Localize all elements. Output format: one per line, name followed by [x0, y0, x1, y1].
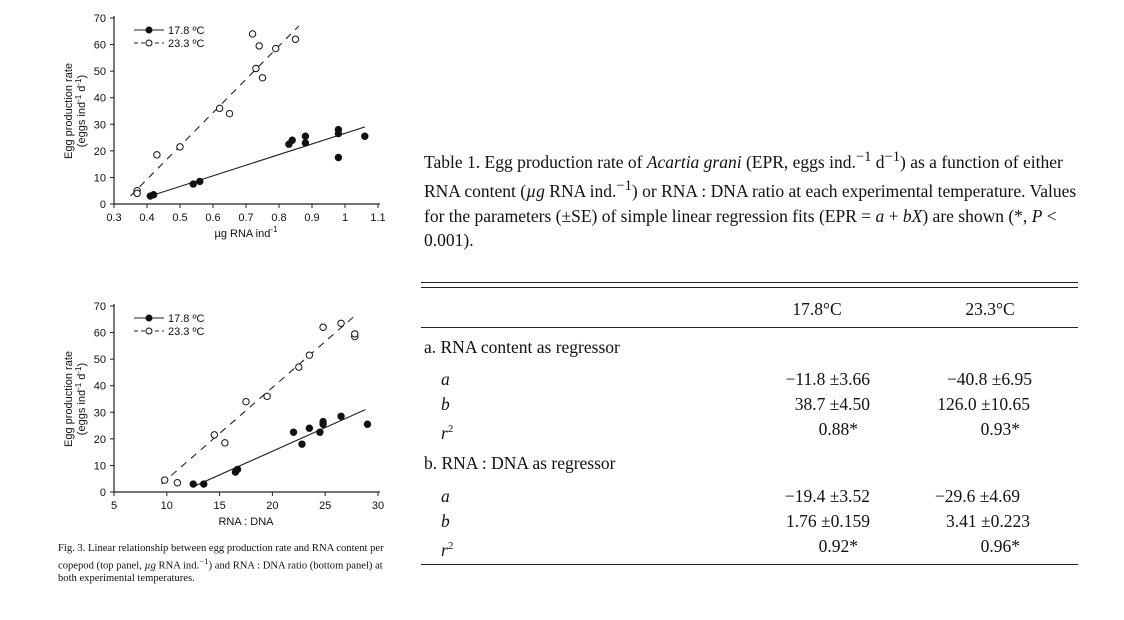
row-b-r2-sup: 2 [447, 540, 454, 552]
x-tick-label: 25 [319, 500, 332, 512]
row-a-23-3: −40.8 ±6.95 [946, 369, 1032, 389]
section-a-heading: a. RNA content as regressor [424, 337, 620, 357]
row-b-a-param-text: a [441, 486, 450, 506]
y-label-part: d [76, 85, 88, 95]
caption-text-2: RNA ind. [155, 560, 200, 572]
y-label-part: (eggs ind [76, 101, 88, 148]
table-title-text-a: Egg production rate of [480, 151, 647, 172]
data-point-open [352, 331, 358, 337]
table-title [424, 145, 1084, 253]
fit-line-solid [193, 410, 365, 487]
caption-text-3: ) and RNA : DNA ratio (bottom panel) at both experimental temperatures. [58, 560, 383, 584]
y-tick-label: 10 [93, 172, 106, 185]
table-title-mu: µg [526, 181, 545, 202]
table-title-text-c: d [871, 151, 885, 172]
data-point-open [243, 398, 249, 404]
y-label-sup: -1 [74, 94, 83, 102]
y-tick-label: 50 [93, 354, 106, 367]
row-r2-17-8: 0.88* [818, 419, 858, 439]
row-r2-param [441, 418, 453, 444]
y-tick-label: 50 [93, 66, 106, 79]
caption-mu: µg [144, 560, 156, 572]
y-axis-label-line1: Egg production rate [63, 62, 75, 160]
y-tick-label: 0 [99, 487, 106, 499]
x-tick-label: 20 [266, 500, 279, 512]
y-tick-label: 0 [99, 199, 106, 211]
data-point-open [174, 480, 180, 486]
table-title-text-d: ) as a function of either RNA content ( [424, 151, 1063, 202]
table-bottom-rule [421, 564, 1078, 565]
x-tick-label: 0.8 [271, 212, 287, 224]
y-tick-label: 20 [93, 433, 106, 446]
y-tick-label: 60 [93, 39, 106, 52]
table-title-sup-1: −1 [855, 149, 872, 165]
caption-label: Fig. 3. [58, 543, 86, 554]
row-b-b-23-3: 3.41 ±0.223 [946, 511, 1030, 531]
legend-marker [146, 328, 152, 334]
data-point-open [338, 320, 344, 326]
row-b-r2-param [441, 535, 453, 561]
table-title-sup-3: −1 [616, 178, 632, 195]
y-tick-label: 60 [93, 327, 106, 340]
caption-sup: −1 [199, 556, 209, 567]
legend-label: 23.3 ºC [168, 38, 205, 50]
data-point-filled [201, 481, 207, 487]
x-axis-label: RNA : DNA [218, 516, 274, 528]
data-point-open [222, 440, 228, 446]
legend-label: 17.8 ºC [168, 25, 205, 37]
row-r2-23-3: 0.93* [980, 419, 1020, 439]
bottom-scatter-chart [0, 0, 400, 540]
row-r2-sup: 2 [447, 423, 454, 435]
x-tick-label: 1.1 [370, 212, 386, 224]
y-label-part: ) [76, 362, 88, 367]
data-point-filled [234, 466, 240, 472]
table-title-a: a [875, 205, 885, 226]
y-tick-label: 40 [93, 380, 106, 393]
y-tick-label: 40 [93, 92, 106, 105]
table-title-text-b: (EPR, eggs ind. [741, 151, 856, 172]
row-b-r2-17-8: 0.92* [818, 536, 858, 556]
data-point-open [320, 324, 326, 330]
row-b-b-param [441, 510, 450, 532]
x-axis-label: µg RNA ind$^{-1}$ [214, 225, 278, 240]
data-point-open [306, 352, 312, 358]
x-tick-label: 0.4 [139, 212, 155, 224]
data-point-open [296, 364, 302, 370]
y-tick-label: 20 [93, 145, 106, 158]
data-point-filled [190, 481, 196, 487]
y-tick-label: 70 [93, 13, 106, 25]
data-point-filled [338, 413, 344, 419]
x-tick-label: 0.6 [205, 212, 221, 224]
row-b-a-17-8: −19.4 ±3.52 [784, 486, 870, 506]
table-title-bx: bX [902, 205, 923, 226]
legend-marker [146, 315, 152, 321]
y-tick-label: 10 [93, 460, 106, 473]
row-b-param-text: b [441, 394, 450, 414]
y-tick-label: 70 [93, 301, 106, 313]
x-tick-label: 0.3 [106, 212, 122, 224]
x-tick-label: 1 [341, 212, 349, 224]
data-point-filled [320, 421, 326, 427]
table-top-rule [421, 282, 1078, 283]
table-title-sup-2: −1 [884, 149, 901, 165]
legend-label: 23.3 ºC [168, 326, 205, 338]
legend-label: 17.8 ºC [168, 313, 205, 325]
row-r2-param-text: r [441, 422, 448, 443]
x-tick-label: 15 [213, 500, 226, 512]
data-point-open [211, 432, 217, 438]
caption-text-1: Linear relationship between egg production rate and RNA content per copepod (top panel, [58, 543, 384, 572]
section-b-heading: b. RNA : DNA as regressor [424, 453, 616, 473]
table-title-text-g: + [884, 205, 903, 226]
x-tick-label: 0.5 [172, 212, 188, 224]
data-point-filled [364, 421, 370, 427]
y-tick-label: 30 [93, 119, 106, 132]
row-b-r2-param-text: r [441, 539, 448, 560]
data-point-filled [290, 429, 296, 435]
y-label-sup: -1 [74, 366, 83, 374]
row-b-23-3: 126.0 ±10.65 [937, 394, 1030, 414]
table-title-text-e: RNA ind. [544, 181, 617, 202]
table-title-p: P [1031, 205, 1043, 226]
row-b-param [441, 393, 450, 415]
x-tick-label: 0.7 [238, 212, 254, 224]
row-b-a-23-3: −29.6 ±4.69 [934, 486, 1020, 506]
row-b-r2-23-3: 0.96* [980, 536, 1020, 556]
row-a-param [441, 368, 450, 390]
col-header-23-3: 23.3°C [965, 299, 1015, 319]
x-tick-label: 30 [371, 500, 385, 512]
table-title-text-i: < 0.001). [424, 205, 1057, 251]
row-b-a-param [441, 485, 450, 507]
col-header-17-8: 17.8°C [792, 299, 842, 319]
y-label-part: (eggs ind [76, 389, 88, 436]
y-label-sup: -1 [74, 382, 83, 390]
x-tick-label: 10 [160, 500, 173, 512]
y-label-sup: -1 [74, 78, 83, 86]
x-tick-label: 5 [110, 500, 118, 512]
row-b-b-param-text: b [441, 511, 450, 531]
y-axis-label-line1: Egg production rate [63, 350, 75, 448]
data-point-filled [306, 425, 312, 431]
species-name: Acartia grani [646, 151, 742, 172]
x-axis-label-sup: -1 [270, 225, 278, 234]
figure-caption [58, 543, 392, 585]
data-point-filled [299, 441, 305, 447]
data-point-open [161, 477, 167, 483]
y-label-part: ) [76, 74, 88, 79]
x-tick-label: 0.9 [304, 212, 320, 224]
fit-line-dashed [162, 314, 357, 484]
table-top-rule-2 [421, 287, 1078, 288]
y-label-part: d [76, 373, 88, 383]
row-b-b-17-8: 1.76 ±0.159 [786, 511, 870, 531]
table-label: Table 1. [424, 151, 481, 172]
table-header-rule [421, 327, 1078, 328]
table-title-text-f: ) or RNA : DNA ratio at each experimental temperature. Values for the parameters (±SE) of simple linear regression fits (EPR = [424, 181, 1077, 226]
y-tick-label: 30 [93, 407, 106, 420]
data-point-open [264, 393, 270, 399]
table-title-text-h: ) are shown (*, [922, 205, 1032, 226]
row-b-17-8: 38.7 ±4.50 [794, 394, 870, 414]
row-a-param-text: a [441, 369, 450, 389]
data-point-filled [317, 429, 323, 435]
y-axis-label-line2 [74, 363, 88, 435]
row-a-17-8: −11.8 ±3.66 [785, 369, 870, 389]
